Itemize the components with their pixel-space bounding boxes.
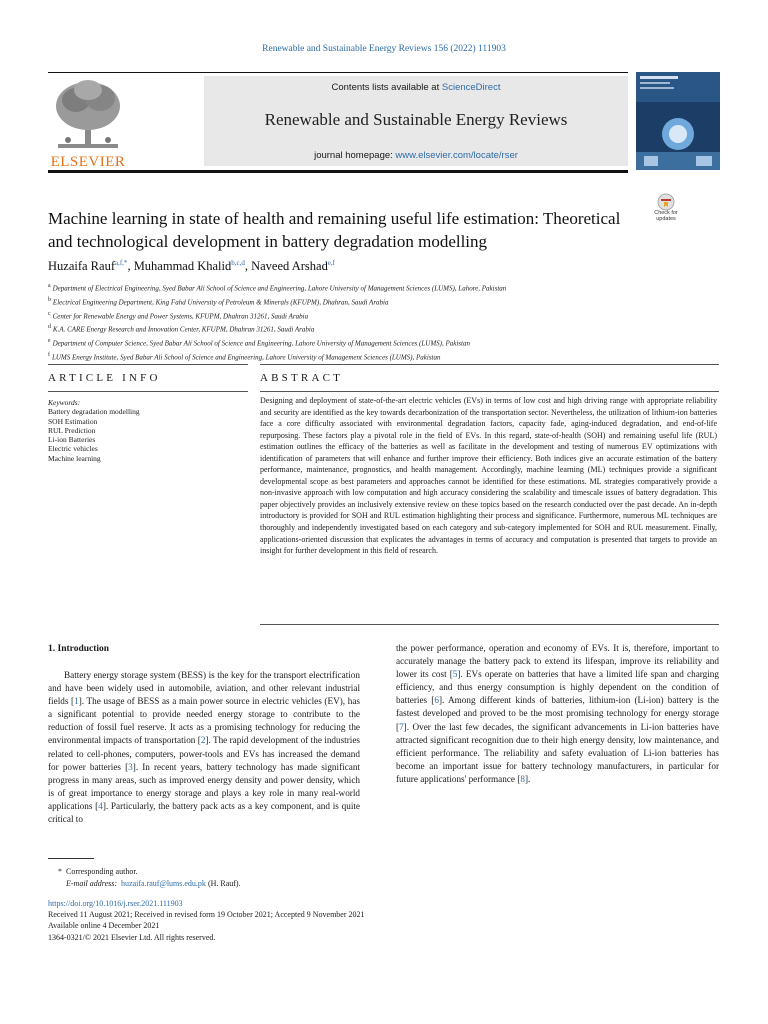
- elsevier-wordmark: ELSEVIER: [50, 154, 126, 170]
- author-name[interactable]: Naveed Arshad: [251, 259, 328, 274]
- citation-link[interactable]: 4: [98, 800, 103, 811]
- keywords-block: [48, 398, 248, 463]
- affiliation-marker: d: [48, 324, 51, 331]
- check-updates-icon: [648, 193, 684, 211]
- footnote-rule: [48, 858, 94, 859]
- citation-link[interactable]: 5: [452, 669, 458, 680]
- author-list: [48, 259, 728, 274]
- affiliation-marker: b: [48, 296, 51, 303]
- abstract-rule: [260, 391, 719, 392]
- keyword-item: Li-ion Batteries: [48, 435, 96, 445]
- affiliation-item: [48, 336, 728, 350]
- contents-prefix: Contents lists available at: [331, 82, 442, 93]
- copyright-line: 1364-0321/© 2021 Elsevier Ltd. All rights reserved.: [48, 932, 216, 942]
- affiliation-text: Department of Computer Science, Syed Babar Ali School of Science and Engineering, Lahore University of Management Sciences (LUMS), Pakistan: [52, 339, 470, 348]
- citation-link[interactable]: 2: [200, 735, 206, 746]
- affiliation-item: [48, 350, 728, 364]
- email-suffix: (H. Rauf).: [207, 879, 241, 888]
- affiliation-item: [48, 309, 728, 323]
- article-info-rule-top: [48, 364, 248, 365]
- elsevier-logo: [48, 76, 128, 170]
- keyword-item: SOH Estimation: [48, 416, 98, 426]
- homepage-link[interactable]: www.elsevier.com/locate/rser: [395, 150, 518, 161]
- article-info-heading: ARTICLE INFO: [48, 372, 161, 384]
- footnotes: [48, 866, 241, 890]
- affiliation-marker: c: [48, 310, 51, 317]
- elsevier-tree-icon: [48, 76, 128, 156]
- journal-reference-link[interactable]: Renewable and Sustainable Energy Reviews 156 (2022) 111903: [262, 44, 506, 54]
- citation-link[interactable]: 7: [399, 721, 404, 732]
- available-online: Available online 4 December 2021: [48, 921, 160, 931]
- cover-image: [636, 72, 720, 170]
- email-label: E-mail address:: [66, 879, 118, 888]
- affiliation-text: K.A. CARE Energy Research and Innovation Center, KFUPM, Dhahran 31261, Saudi Arabia: [52, 325, 315, 334]
- masthead-rule-bottom: [48, 170, 628, 173]
- abstract-rule-bottom: [260, 624, 719, 625]
- affiliation-item: [48, 322, 728, 336]
- citation-link[interactable]: 1: [74, 696, 79, 707]
- citation-link[interactable]: 6: [434, 695, 439, 706]
- author-affiliation-marker[interactable]: a,f,*: [114, 259, 128, 267]
- author-name[interactable]: Huzaifa Rauf: [48, 259, 115, 274]
- intro-right-column: [396, 642, 719, 786]
- article-info-rule: [48, 391, 248, 392]
- keyword-item: Battery degradation modelling: [48, 407, 140, 417]
- section-heading: 1. Introduction: [48, 644, 110, 654]
- affiliation-text: LUMS Energy Institute, Syed Babar Ali School of Science and Engineering, Lahore University of Management Sciences (LUMS), Pakistan: [51, 353, 441, 362]
- masthead-rule-top: [48, 72, 628, 73]
- check-updates-label: Check for updates: [654, 210, 678, 222]
- abstract-heading: ABSTRACT: [260, 372, 344, 384]
- body-text: ]. The usage of BESS as a main power source in electric vehicles (EV), has a significant potential to provide needed energy storage to contribute to the reduction of fossil fuel reserve. It acts as a promising technology for reducing the environmental impacts of transportation [: [48, 696, 360, 746]
- affiliation-list: [48, 281, 728, 364]
- check-for-updates-badge[interactable]: [648, 193, 684, 231]
- affiliation-text: Electrical Engineering Department, King Fahd University of Petroleum & Minerals (KFUPM), Dhahran, Saudi Arabia: [52, 298, 389, 307]
- sciencedirect-link[interactable]: ScienceDirect: [441, 82, 501, 93]
- body-text: the power performance, operation and economy of EVs. It is, therefore, important to accurately manage the battery pack to extend its lifespan, improve its reliability and lower its cost [: [396, 643, 719, 680]
- asterisk-marker: *: [58, 867, 62, 876]
- homepage-prefix: journal homepage:: [314, 150, 396, 161]
- corresponding-author-note: [48, 866, 241, 878]
- publication-info: [48, 898, 365, 943]
- body-text: ].: [524, 773, 531, 784]
- author-separator: ,: [127, 259, 134, 274]
- body-text: ]. Particularly, the battery pack acts as a key component, and is quite critical to: [48, 800, 360, 825]
- keyword-item: RUL Prediction: [48, 425, 96, 435]
- abstract-rule-top: [260, 364, 719, 365]
- received-dates: Received 11 August 2021; Received in revised form 19 October 2021; Accepted 9 November 2021: [48, 910, 365, 920]
- author-separator: ,: [244, 259, 252, 274]
- journal-cover-thumbnail[interactable]: [636, 72, 720, 170]
- affiliation-marker: a: [48, 283, 51, 289]
- affiliation-text: Center for Renewable Energy and Power Systems, KFUPM, Dhahran 31261, Saudi Arabia: [52, 311, 309, 320]
- article-title: Machine learning in state of health and remaining useful life estimation: Theoretical and technological development in battery degradation modelling: [48, 209, 621, 251]
- body-text: ]. Among different kinds of batteries, lithium-ion (Li-ion) battery is the fastest developed and proved to be the most promising technology for energy storage [: [396, 695, 719, 732]
- affiliation-marker: f: [48, 352, 50, 359]
- email-note: [48, 878, 241, 890]
- citation-link[interactable]: 8: [520, 773, 525, 784]
- author-affiliation-marker[interactable]: e,f: [327, 259, 336, 267]
- contents-line: [204, 82, 628, 93]
- abstract-text: Designing and deployment of state-of-the-art electric vehicles (EVs) in terms of low cost and high driving range with appropriate reliability and security are identified as the key towards decarbonization of the transportation sector. Nevertheless, the utilization of lithium-ion batteries face a core difficulty associated with environmental degradation factors, capacity fade, aging-induced degradation, and end-of-life repurposing. These factors play a pivotal role in the field of EVs. In this regard, state-of-health (SOH) and remaining useful life (RUL) estimation outlines the efficacy of the batteries as well as facilitate in the development and testing of numerous EV optimizations with identification of parameters that will enhance and further improve their efficiency. Both indices give an accurate estimation of the battery performance, maintenance, prognostics, and health management. Accordingly, machine learning (ML) techniques provide a significant developmental scope as best parameters and approaches cannot be identified for these estimations. ML strategies comparatively provide a non-invasive approach with low computation and high accuracy considering the scalability and timescale issues of battery degradation. This paper objectively provides an inclusively extensive review on these topics based on the research conducted over the past decade. An in-depth introductory is provided for SOH and RUL estimation highlighting their process and significance. Furthermore, numerous ML techniques are thoroughly and independently investigated based on each category and sub-category implemented for SOH and RUL measurement. Finally, applications-oriented discussion that explicates the advantages in terms of accuracy and computation is presented that targets to provide an insight for further development in this field of research.: [260, 396, 717, 556]
- body-text: ]. EVs operate on batteries that have a limited life span and charging efficiency, and thus energy consumption is highly dependent on the condition of batteries [: [396, 669, 719, 706]
- affiliation-item: [48, 281, 728, 295]
- keyword-item: Machine learning: [48, 453, 101, 463]
- keywords-label: Keywords:: [48, 398, 81, 407]
- doi-link[interactable]: https://doi.org/10.1016/j.rser.2021.111903: [48, 899, 183, 908]
- author-name[interactable]: Muhammad Khalid: [133, 259, 232, 274]
- affiliation-text: Department of Electrical Engineering, Syed Babar Ali School of Science and Engineering, Lahore University of Management Sciences (LUMS), Lahore, Pakistan: [52, 284, 507, 293]
- body-text: ]. In recent years, battery technology has made significant progress in many areas, such as improved energy density and power density, which is of great importance to energy storage and plays a key role in many real-world applications [: [48, 761, 360, 811]
- journal-masthead: [48, 72, 628, 172]
- affiliation-marker: e: [48, 338, 51, 345]
- intro-left-column: [48, 669, 360, 826]
- journal-title: Renewable and Sustainable Energy Reviews: [264, 110, 568, 129]
- corresponding-text: Corresponding author.: [66, 867, 138, 876]
- body-text: ]. The rapid development of the industries related to cell-phones, computers, power-tools and EVs has increased the demand for power batteries [: [48, 735, 360, 772]
- body-text: Battery energy storage system (BESS) is the key for the transport electrification and have been widely used in automobile, aviation, and other relevant industrial fields [: [48, 670, 360, 707]
- citation-link[interactable]: 3: [128, 761, 133, 772]
- email-link[interactable]: huzaifa.rauf@lums.edu.pk: [121, 879, 206, 888]
- author-affiliation-marker[interactable]: b,c,d: [231, 259, 245, 267]
- keyword-item: Electric vehicles: [48, 444, 98, 454]
- homepage-line: [204, 150, 628, 161]
- masthead-panel: [204, 76, 628, 166]
- body-text: ]. Over the last few decades, the significant advancements in Li-ion batteries have attracted significant recognition due to their high energy density, low maintenance, and efficient performance. The reliability and safety evaluation of Li-ion batteries has become an important issue for battery technology manufacturers, in particular for future applications' performance [: [396, 721, 719, 784]
- affiliation-item: [48, 295, 728, 309]
